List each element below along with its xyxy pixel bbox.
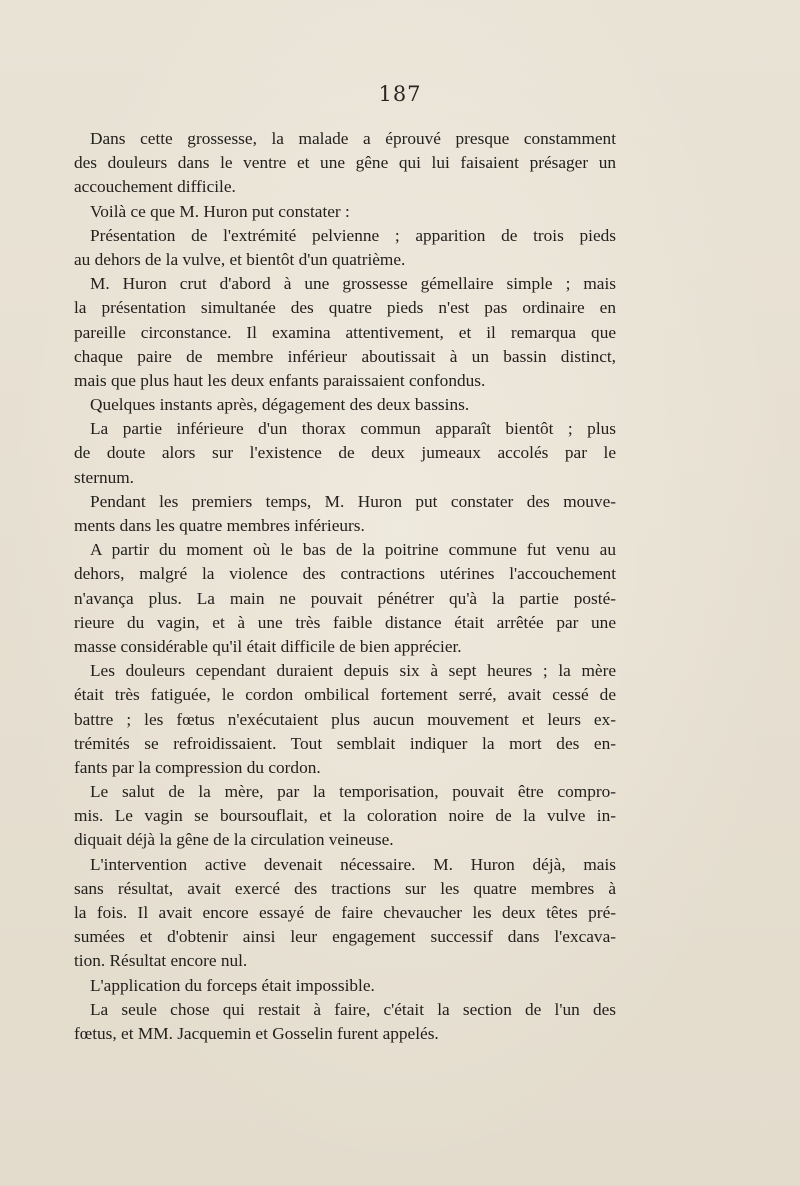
text-line: masse considérable qu'il était difficile de bien apprécier. [74, 636, 462, 656]
text-line: L'application du forceps était impossible. [90, 975, 375, 995]
text-line: était très fatiguée, le cordon ombilical fortement serré, avait cessé de [74, 685, 616, 705]
text-line: La partie inférieure d'un thorax commun apparaît bientôt ; plus [90, 419, 616, 439]
text-line: de doute alors sur l'existence de deux jumeaux accolés par le [74, 443, 616, 463]
text-line: sans résultat, avait exercé des tractions sur les quatre membres à [74, 878, 616, 898]
text-line: Voilà ce que M. Huron put constater : [90, 201, 350, 221]
text-line: battre ; les fœtus n'exécutaient plus aucun mouvement et leurs ex- [74, 709, 616, 729]
text-line: sternum. [74, 467, 134, 487]
text-line: diquait déjà la gêne de la circulation veineuse. [74, 830, 394, 850]
text-line: Pendant les premiers temps, M. Huron put constater des mouve- [90, 491, 616, 511]
paragraph [74, 659, 616, 780]
paragraph [74, 272, 616, 393]
paragraph [74, 200, 616, 224]
text-line: au dehors de la vulve, et bientôt d'un quatrième. [74, 249, 406, 269]
text-line: Les douleurs cependant duraient depuis six à sept heures ; la mère [90, 661, 616, 681]
paragraph [74, 224, 616, 272]
text-line: des douleurs dans le ventre et une gêne qui lui faisaient présager un [74, 153, 616, 173]
body-text [74, 127, 616, 1046]
paragraph [74, 538, 616, 659]
text-line: la fois. Il avait encore essayé de faire chevaucher les deux têtes pré- [74, 903, 616, 922]
paragraph [74, 490, 616, 538]
text-line: chaque paire de membre inférieur aboutissait à un bassin distinct, [74, 346, 616, 366]
text-line: M. Huron crut d'abord à une grossesse gémellaire simple ; mais [90, 274, 616, 294]
text-line: La seule chose qui restait à faire, c'était la section de l'un des [90, 999, 616, 1019]
text-line: rieure du vagin, et à une très faible distance était arrêtée par une [74, 612, 616, 632]
text-line: ments dans les quatre membres inférieurs. [74, 516, 365, 535]
text-line: accouchement difficile. [74, 177, 236, 197]
text-line: A partir du moment où le bas de la poitrine commune fut venu au [90, 540, 616, 560]
text-line: sumées et d'obtenir ainsi leur engagement successif dans l'excava- [74, 927, 616, 947]
paragraph [74, 853, 616, 974]
text-line: la présentation simultanée des quatre pieds n'est pas ordinaire en [74, 298, 616, 318]
text-line: pareille circonstance. Il examina attentivement, et il remarqua que [74, 322, 616, 342]
text-line: fœtus, et MM. Jacquemin et Gosselin furent appelés. [74, 1023, 439, 1043]
text-line: mis. Le vagin se boursouflait, et la coloration noire de la vulve in- [74, 806, 616, 826]
paragraph [74, 974, 616, 998]
text-line: Présentation de l'extrémité pelvienne ; apparition de trois pieds [90, 225, 616, 245]
paragraph [74, 998, 616, 1046]
text-line: mais que plus haut les deux enfants paraissaient confondus. [74, 370, 486, 390]
page-number: 187 [378, 82, 422, 106]
paragraph [74, 780, 616, 853]
text-line: trémités se refroidissaient. Tout semblait indiquer la mort des en- [74, 733, 616, 753]
text-line: dehors, malgré la violence des contractions utérines l'accouchement [74, 564, 616, 584]
text-line: tion. Résultat encore nul. [74, 951, 248, 971]
text-line: Dans cette grossesse, la malade a éprouvé presque constamment [90, 129, 616, 148]
paragraph [74, 127, 616, 200]
paragraph [74, 417, 616, 490]
text-line: n'avança plus. La main ne pouvait pénétrer qu'à la partie posté- [74, 588, 616, 608]
text-line: L'intervention active devenait nécessaire. M. Huron déjà, mais [90, 854, 616, 874]
paragraph [74, 393, 616, 417]
text-line: fants par la compression du cordon. [74, 757, 321, 777]
text-line: Le salut de la mère, par la temporisation, pouvait être compro- [90, 782, 616, 802]
text-line: Quelques instants après, dégagement des deux bassins. [90, 395, 470, 415]
